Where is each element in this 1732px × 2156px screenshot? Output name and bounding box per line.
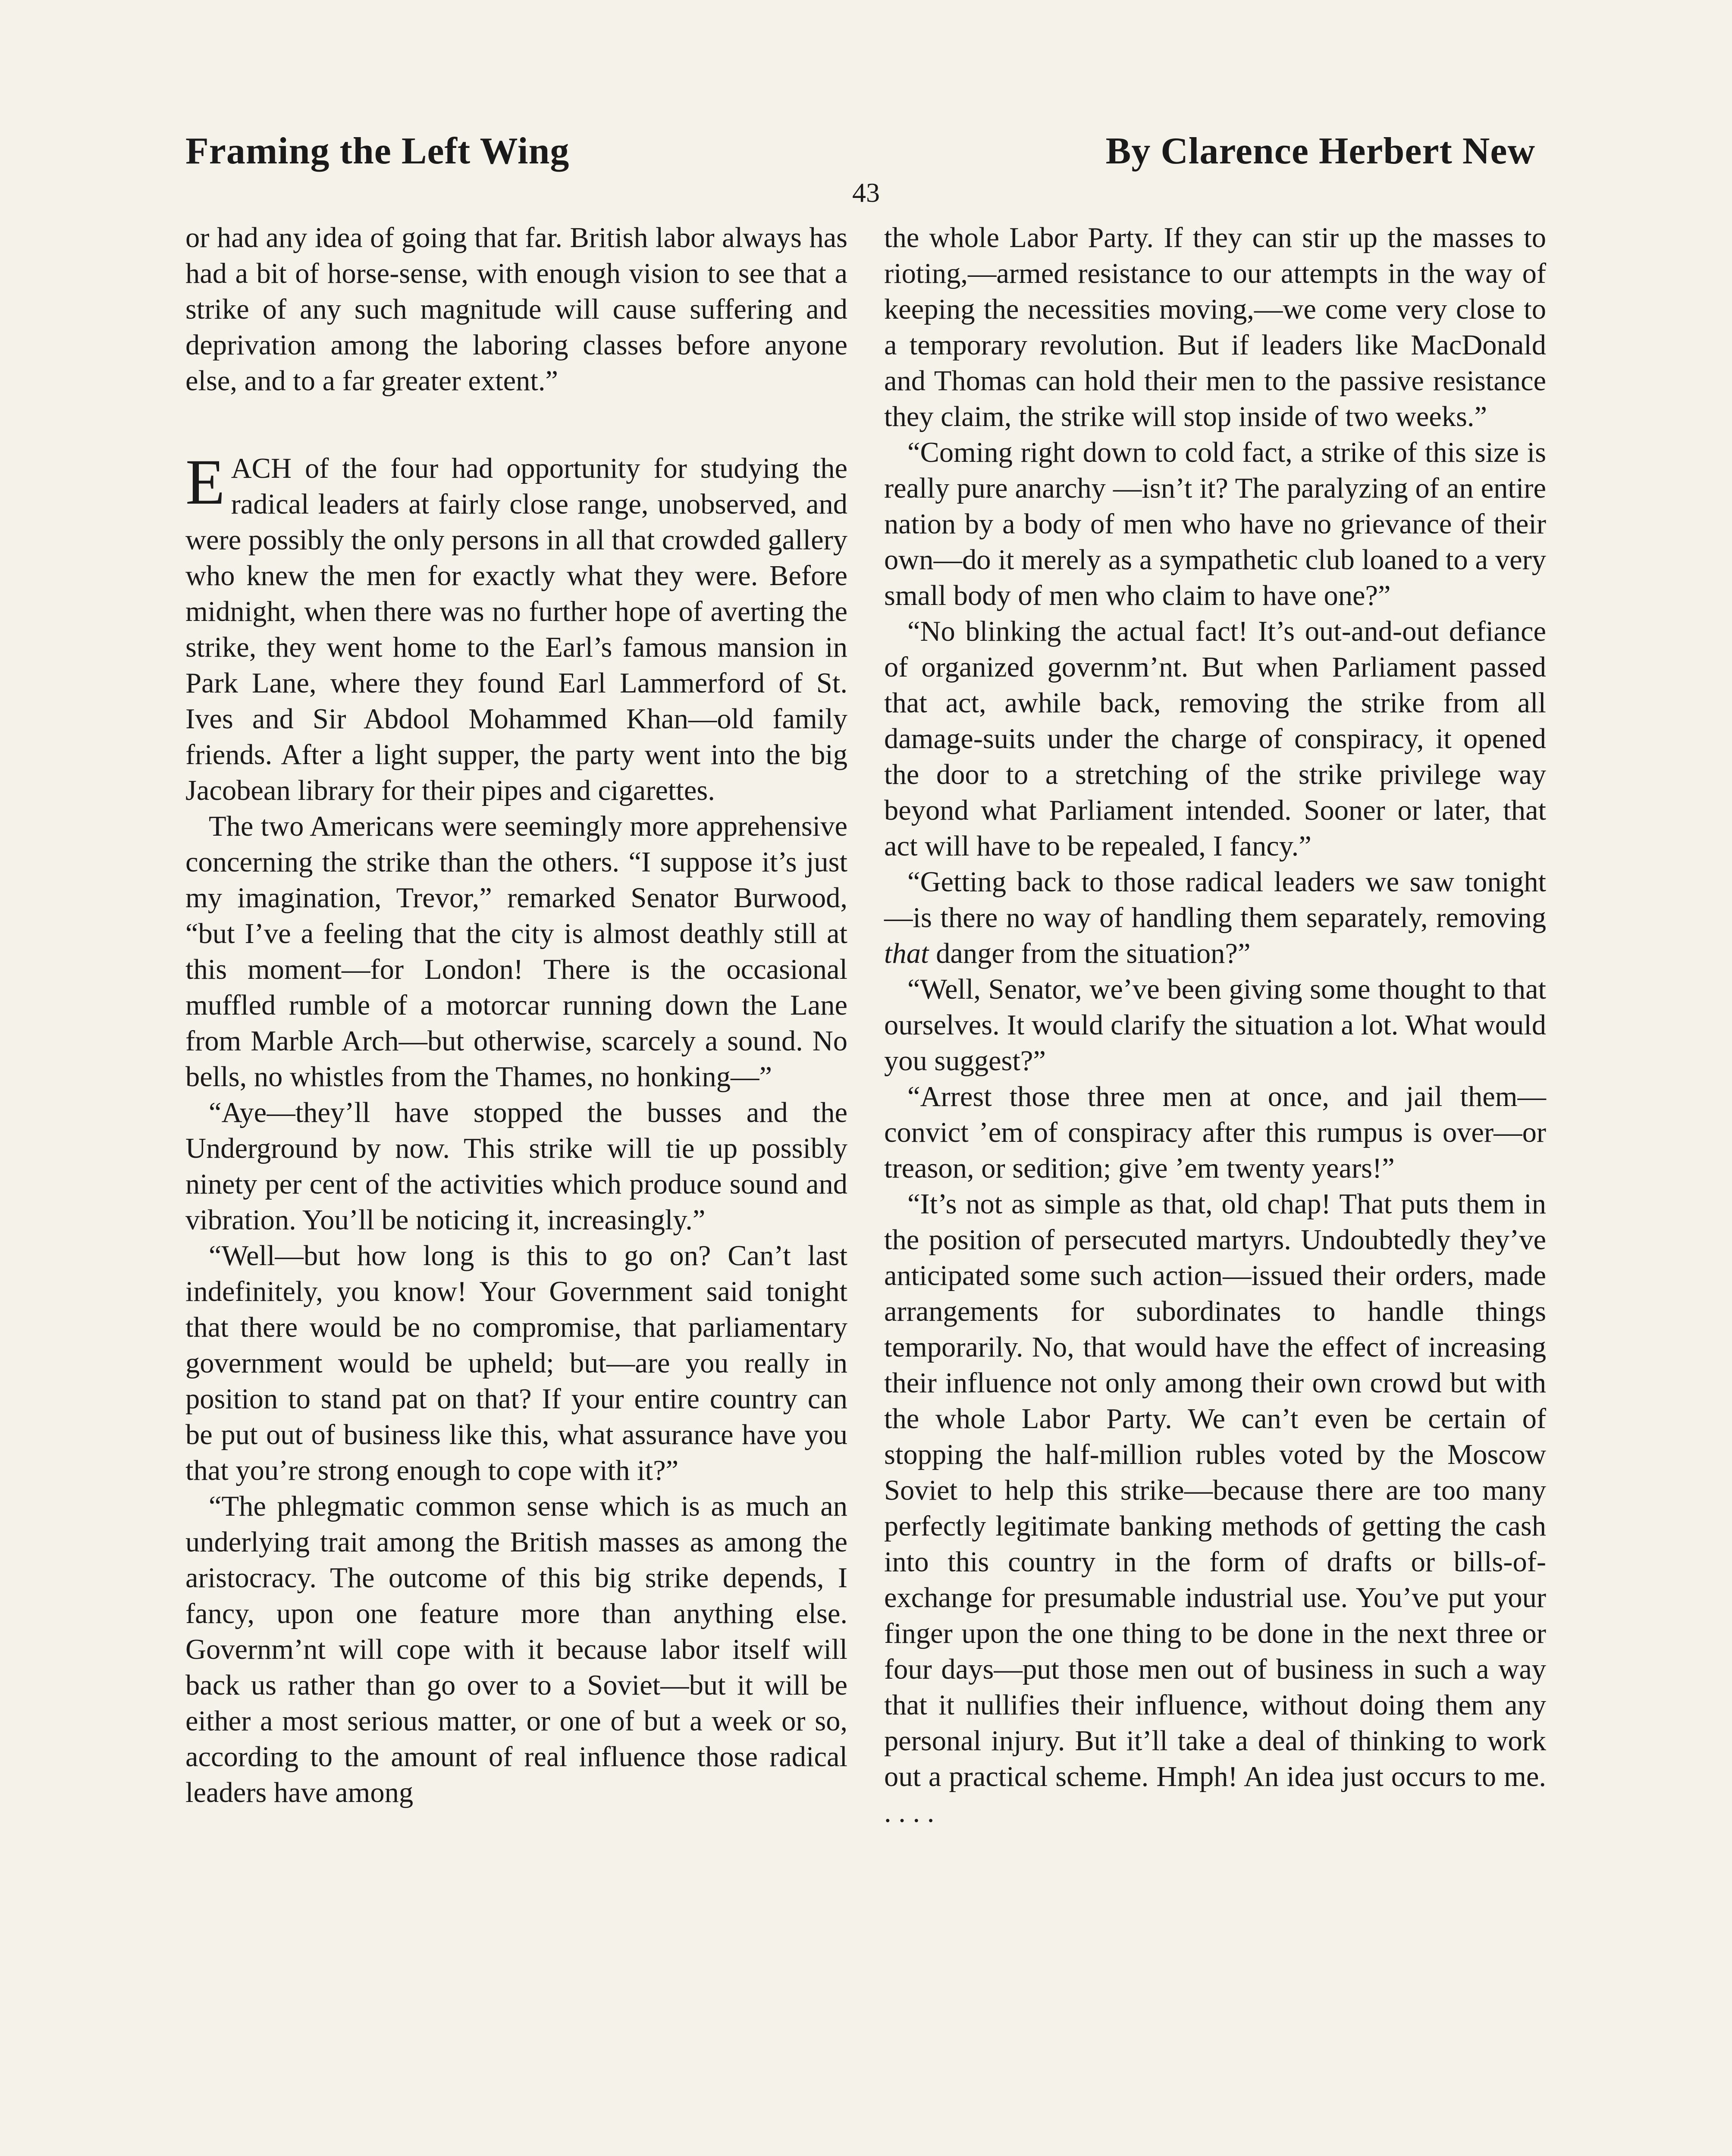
paragraph: “Coming right down to cold fact, a strike of this size is really pure anarchy —isn’t it? The paralyzing of an entire nation by a body of men who have no grievance of their own—do it merely as a sympathetic club loaned to a very small body of men who claim to have one?” [884,437,1546,611]
paragraph: “Arrest those three men at once, and jail them—convict ’em of conspiracy after this rumpus is over—or treason, or sedition; give ’em twenty years!” [884,1081,1546,1184]
paragraph: or had any idea of going that far. British labor always has had a bit of horse-sense, with enough vision to see that a strike of any such magnitude will cause suffering and deprivation among the laboring classes before anyone else, and to a far greater extent.” [185,222,847,397]
emphasis: that [884,938,929,969]
right-column [884,220,1546,1830]
paragraph-text: danger from the situation?” [929,938,1251,969]
paragraph: “Aye—they’ll have stopped the busses and the Underground by now. This strike will tie up possibly ninety per cent of the activities which produce sound and vibration. You’ll be noticing it, increasingly.” [185,1097,847,1236]
paragraph-text: “Getting back to those radical leaders we saw tonight—is there no way of handling them separately, removing [884,866,1546,934]
section-opening-paragraph [185,446,847,808]
paragraph: “It’s not as simple as that, old chap! That puts them in the position of persecuted martyrs. Undoubtedly they’ve anticipated some such action—issued their orders, made arrangements for subordinates to handle things temporarily. No, that would have the effect of increasing their influence not only among their own crowd but with the whole Labor Party. We can’t even be certain of stopping the half-million rubles voted by the Moscow Soviet to help this strike—because there are too many perfectly legitimate banking methods of getting the cash into this country in the form of drafts or bills-of-exchange for presumable industrial use. You’ve put your finger upon the one thing to be done in the next three or four days—put those men out of business in such a way that it nullifies their influence, without doing them any personal injury. But it’ll take a deal of thinking to work out a practical scheme. Hmph! An idea just occurs to me. . . . . [884,1188,1546,1828]
paragraph: the whole Labor Party. If they can stir up the masses to rioting,—armed resistance to our attempts in the way of keeping the necessities moving,—we come very close to a temporary revolution. But if leaders like MacDonald and Thomas can hold their men to the passive resistance they claim, the strike will stop inside of two weeks.” [884,222,1546,432]
drop-cap: E [185,446,225,518]
story-title: Framing the Left Wing [185,130,570,172]
paragraph: “The phlegmatic common sense which is as much an underlying trait among the British masses as among the aristocracy. The outcome of this big strike depends, I fancy, upon one feature more than anything else. Governm’nt will cope with it because labor itself will back us rather than go over to a Soviet—but it will be either a most serious matter, or one of but a week or so, according to the amount of real influence those radical leaders have among [185,1491,847,1808]
paragraph: “Well—but how long is this to go on? Can’t last indefinitely, you know! Your Government said tonight that there would be no compromise, that parliamentary government would be upheld; but—are you really in position to stand pat on that? If your entire country can be put out of business like this, what assurance have you that you’re strong enough to cope with it?” [185,1240,847,1486]
paragraph-text: ACH of the four had opportunity for studying the radical leaders at fairly close range, unobserved, and were possibly the only persons in all that crowded gallery who knew the men for exactly what they were. Before midnight, when there was no further hope of averting the strike, they went home to the Earl’s famous mansion in Park Lane, where they found Earl Lammerford of St. Ives and Sir Abdool Mohammed Khan—old family friends. After a light supper, the party went into the big Jacobean library for their pipes and cigarettes. [185,453,847,806]
author-byline: By Clarence Herbert New [1105,130,1535,172]
paragraph: The two Americans were seemingly more apprehensive concerning the strike than the others. “I suppose it’s just my imagination, Trevor,” remarked Senator Burwood, “but I’ve a feeling that the city is almost deathly still at this moment—for London! There is the occasional muffled rumble of a motorcar running down the Lane from Marble Arch—but otherwise, scarcely a sound. No bells, no whistles from the Thames, no honking—” [185,811,847,1093]
paragraph: “No blinking the actual fact! It’s out-and-out defiance of organized governm’nt. But when Parliament passed that act, awhile back, removing the strike from all damage-suits under the charge of conspiracy, it opened the door to a stretching of the strike privilege way beyond what Parliament intended. Sooner or later, that act will have to be repealed, I fancy.” [884,616,1546,862]
paragraph: “Well, Senator, we’ve been giving some thought to that ourselves. It would clarify the situation a lot. What would you suggest?” [884,974,1546,1077]
left-column [185,220,847,1811]
page-number: 43 [852,177,880,208]
paragraph [884,864,1546,971]
